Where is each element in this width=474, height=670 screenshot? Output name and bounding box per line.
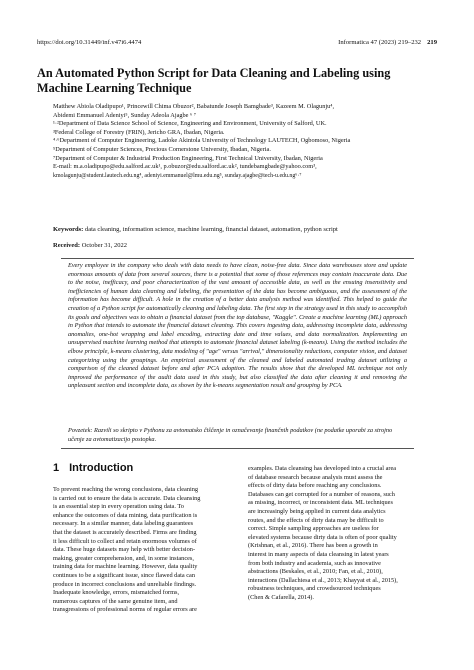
body-line: abstractions (Beskales, et al., 2010; Fan, et al., 2010), xyxy=(248,568,383,576)
abstract-top-rule xyxy=(61,258,414,259)
page-number: 219 xyxy=(427,39,437,46)
povzetek-text: Povzetek: Razvili so skripto v Pythonu za avtomatsko čiščenje in označevanje finančnih podatkov (ne podatke uporabi za strojno učenje za avtomatizacijo postopka. xyxy=(68,427,393,443)
body-line: is carried out to ensure the data is accurate. Data cleansing xyxy=(53,494,201,502)
body-line: Inadequate knowledge, errors, mismatched forms, xyxy=(53,589,180,597)
body-line: correct. Simple sampling approaches are useless for xyxy=(248,525,379,533)
received-date xyxy=(53,242,127,249)
email-line: E-mail: m.a.oladipupo@edu.salford.ac.uk¹, p.obuzor@edu.salford.ac.uk², tundebamgbade@yahoo.com³, xyxy=(53,163,317,171)
title-line: An Automated Python Script for Data Cleaning and Labeling using xyxy=(37,66,391,80)
section-title: Introduction xyxy=(69,462,134,474)
section-heading xyxy=(53,462,133,474)
doi-link[interactable]: https://doi.org/10.31449/inf.v47i6.4474 xyxy=(37,39,142,46)
body-line: routes, and the effects of dirty data may be difficult to xyxy=(248,516,384,524)
body-line: is an essential step in every operation using data. To xyxy=(53,503,184,511)
body-line: as missing, incorrect, or inconsistent data. ML techniques xyxy=(248,499,393,507)
email-line: kmolagunju@student.lautech.edu.ng⁴, adeniyi.emmanuel@lmu.edu.ng⁵, sunday.ajagbe@tech-u.edu.ng⁶·⁷ xyxy=(53,172,302,179)
body-line: of database research because analysis must assess the xyxy=(248,473,383,481)
left-column xyxy=(53,486,231,615)
body-line: (Krishnan, et al., 2016). There has been a growth in xyxy=(248,542,378,550)
paper-title xyxy=(37,66,437,96)
body-line: produce in incorrect conclusions and unreliable findings. xyxy=(53,580,197,588)
body-line: Databases can get corrupted for a number of reasons, such xyxy=(248,490,395,498)
right-column xyxy=(248,465,426,603)
keywords-label: Keywords: xyxy=(53,226,84,233)
body-line: making, greater comprehension, and, in some instances, xyxy=(53,554,194,562)
body-line: interactions (Dallachiesa et al., 2013; Khayyat et al., 2015), xyxy=(248,576,398,584)
body-line: it less difficult to collect and retain enormous volumes of xyxy=(53,537,197,545)
received-label: Received: xyxy=(53,242,81,249)
author-line: Matthew Abiola Oladipupo¹, Princewill Chima Obuzor², Babatunde Joseph Bamgbade³, Kazeem M. Olagunju⁴, xyxy=(53,103,335,110)
body-line: interest in many aspects of data cleansing in latest years xyxy=(248,550,389,558)
received-text: October 31, 2022 xyxy=(80,242,128,249)
running-header xyxy=(37,39,437,46)
author-block xyxy=(53,103,453,180)
journal-info xyxy=(338,39,437,46)
body-line: effects of dirty data before reaching any conclusions. xyxy=(248,482,382,490)
affiliation-line: ⁷Department of Computer & Industrial Production Engineering, First Technical University, Ibadan, Nigeria xyxy=(53,154,323,162)
abstract-text: Every employee in the company who deals with data needs to have clean, noise-free data. Since data warehouses store and update enormous amounts of data from several sources, there is a potential that some of those references may contain inaccurate data. Due to the noise, inefficacy, and poor characterization of the vast amount of accessible data, as well as the ensuing insensitivity and inefficiencies of human data cleaning and labeling, the presentation of the data has become ambiguous, and the assessment of the information has become difficult. A hole in the creation of a better data analysis method was identified. This helped to guide the creation of a Python script for automatically cleaning and labeling data. The first step in the strategy used in this study to accomplish its goals and objectives was to obtain a financial dataset from the top database, "Kaggle". Create a machine learning (ML) approach in Python that intends to automate the financial dataset cleaning. This covers ingesting data, addressing incomplete data, addressing anomalies, one-hot wrapping and label encoding, extracting date and time values, and data normalization. Implementing an unsupervised machine learning method that attempts to automate financial dataset labeling (k-means). Using the method includes the elbow principle, k-means clustering, data modeling of "age" versus "arrival," dimensionality reductions, computer vision, and dataset categorizing using the groupings. An empirical assessment of the cleaned and labeled automated trading dataset utilizing a comparison of the cleaned dataset before and after PCA adoption. The results show that the developed ML technique not only improved the performance of the audit data used in this study, but also classified the data after cleaning it and removing the unpleasant section and incomplete data, as shown by the k-means segmentation result and grouping by PCA. xyxy=(68,262,407,390)
section-number: 1 xyxy=(53,462,60,474)
body-line: necessary. In a similar manner, data labeling guarantees xyxy=(53,520,194,528)
affiliation-line: ³Federal College of Forestry (FRIN), Jericho GRA, Ibadan, Nigeria. xyxy=(53,128,225,136)
body-line: that the dataset is accurately described. Firms are finding xyxy=(53,528,197,536)
body-line: examples. Data cleansing has developed into a crucial area xyxy=(248,465,397,472)
body-line: elevated systems because dirty data is often of poor quality xyxy=(248,533,397,541)
body-line: transgressions of professional norms of regular errors are xyxy=(53,606,197,614)
body-line: are increasingly being applied in current data analytics xyxy=(248,507,386,515)
body-line: To prevent reaching the wrong conclusions, data cleaning xyxy=(53,486,199,493)
affiliation-line: ⁵Department of Computer Sciences, Precious Cornerstone University, Ibadan, Nigeria. xyxy=(53,145,271,153)
title-line: Machine Learning Technique xyxy=(37,81,192,95)
body-line: from both industry and academia, such as innovative xyxy=(248,559,381,567)
body-line: robustness techniques, and crowdsourced techniques xyxy=(248,585,381,593)
body-line: training data for machine learning. However, data quality xyxy=(53,563,198,571)
body-line: data. These huge datasets may help with better decision- xyxy=(53,546,196,554)
body-line: enhance the outcomes of data mining, data purification is xyxy=(53,511,198,519)
body-line: (Chen & Cafarella, 2014). xyxy=(248,593,314,601)
keywords-text: data cleaning, information science, machine learning, financial dataset, automation, python script xyxy=(83,226,338,233)
author-line: Abidemi Emmanuel Adeniyi⁵, Sunday Adeola Ajagbe ⁶ ⁷ xyxy=(53,111,196,119)
abstract-bottom-rule xyxy=(61,448,414,449)
body-line: continues to be a significant issue, since flawed data can xyxy=(53,571,195,579)
journal-citation: Informatica 47 (2023) 219–232 xyxy=(338,39,422,46)
keywords xyxy=(53,226,453,233)
affiliation-line: ¹·²Department of Data Science School of Science, Engineering and Environment, University of Salford, UK. xyxy=(53,120,327,128)
body-line: numerous captures of the same genuine item, and xyxy=(53,597,178,605)
affiliation-line: ⁴·⁶Department of Computer Engineering, Ladoke Akintola University of Technology LAUTECH, Ogbomoso, Nigeria xyxy=(53,137,351,145)
